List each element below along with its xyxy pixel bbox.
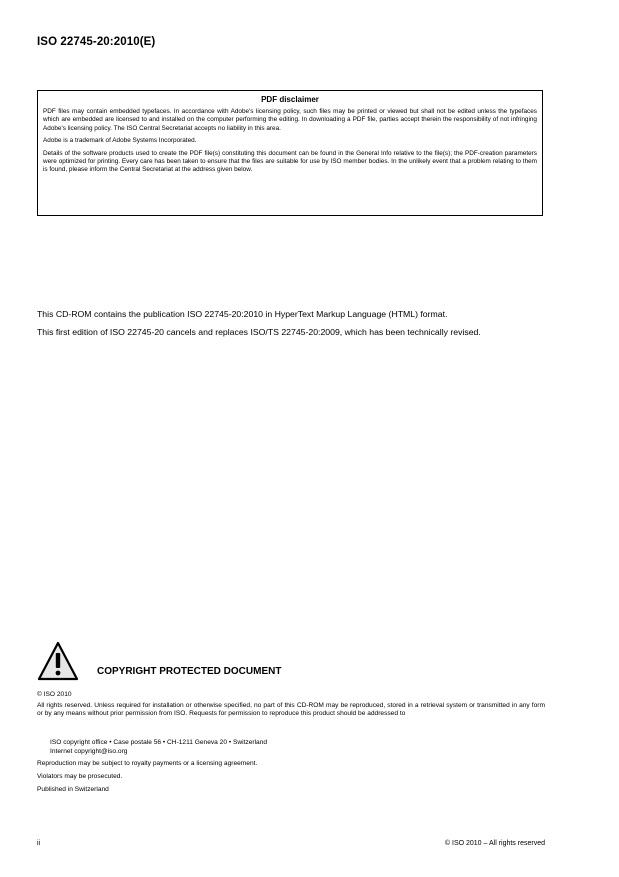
copyright-symbol-line: © ISO 2010 bbox=[37, 691, 72, 698]
disclaimer-paragraph: PDF files may contain embedded typefaces. In accordance with Adobe's licensing policy, such files may be printed or viewed but shall not be edited unless the typefaces which are embedded are licensed to and installed on the computer performing the editing. In downloading a PDF file, parties accept therein the responsibility of not infringing Adobe's licensing policy. The ISO Central Secretariat accepts no liability in this area. bbox=[43, 108, 537, 132]
disclaimer-paragraph: Adobe is a trademark of Adobe Systems Incorporated. bbox=[43, 137, 197, 145]
warning-triangle-icon bbox=[37, 641, 79, 681]
disclaimer-title: PDF disclaimer bbox=[261, 95, 319, 104]
copyright-title: COPYRIGHT PROTECTED DOCUMENT bbox=[97, 666, 282, 677]
royalty-notice: Reproduction may be subject to royalty payments or a licensing agreement. bbox=[37, 760, 258, 767]
document-identifier: ISO 22745-20:2010(E) bbox=[37, 36, 156, 48]
footer-copyright: © ISO 2010 – All rights reserved bbox=[444, 840, 545, 847]
body-paragraph: This first edition of ISO 22745-20 cancels and replaces ISO/TS 22745-20:2009, which has been technically revised. bbox=[37, 327, 481, 337]
violators-notice: Violators may be prosecuted. bbox=[37, 773, 123, 780]
pdf-disclaimer-box bbox=[37, 90, 543, 216]
page-number: ii bbox=[37, 840, 41, 847]
copyright-office-address: ISO copyright office • Case postale 56 • CH-1211 Geneva 20 • Switzerland bbox=[50, 739, 268, 746]
copyright-internet: Internet copyright@iso.org bbox=[50, 748, 128, 755]
published-notice: Published in Switzerland bbox=[37, 786, 109, 793]
body-paragraph: This CD-ROM contains the publication ISO 22745-20:2010 in HyperText Markup Language (HTML) format. bbox=[37, 309, 448, 319]
disclaimer-paragraph: Details of the software products used to create the PDF file(s) constituting this document can be found in the General Info relative to the file(s); the PDF-creation parameters were optimized for printing. Every care has been taken to ensure that the files are suitable for use by ISO member bodies. In the unlikely event that a problem relating to them is found, please inform the Central Secretariat at the address given below. bbox=[43, 149, 537, 174]
copyright-rights-text: All rights reserved. Unless required for installation or otherwise specified, no part of this CD-ROM may be reproduced, stored in a retrieval system or transmitted in any form or by any means without prior permission from ISO. Requests for permission to reproduce this product should be addressed to bbox=[37, 702, 545, 718]
